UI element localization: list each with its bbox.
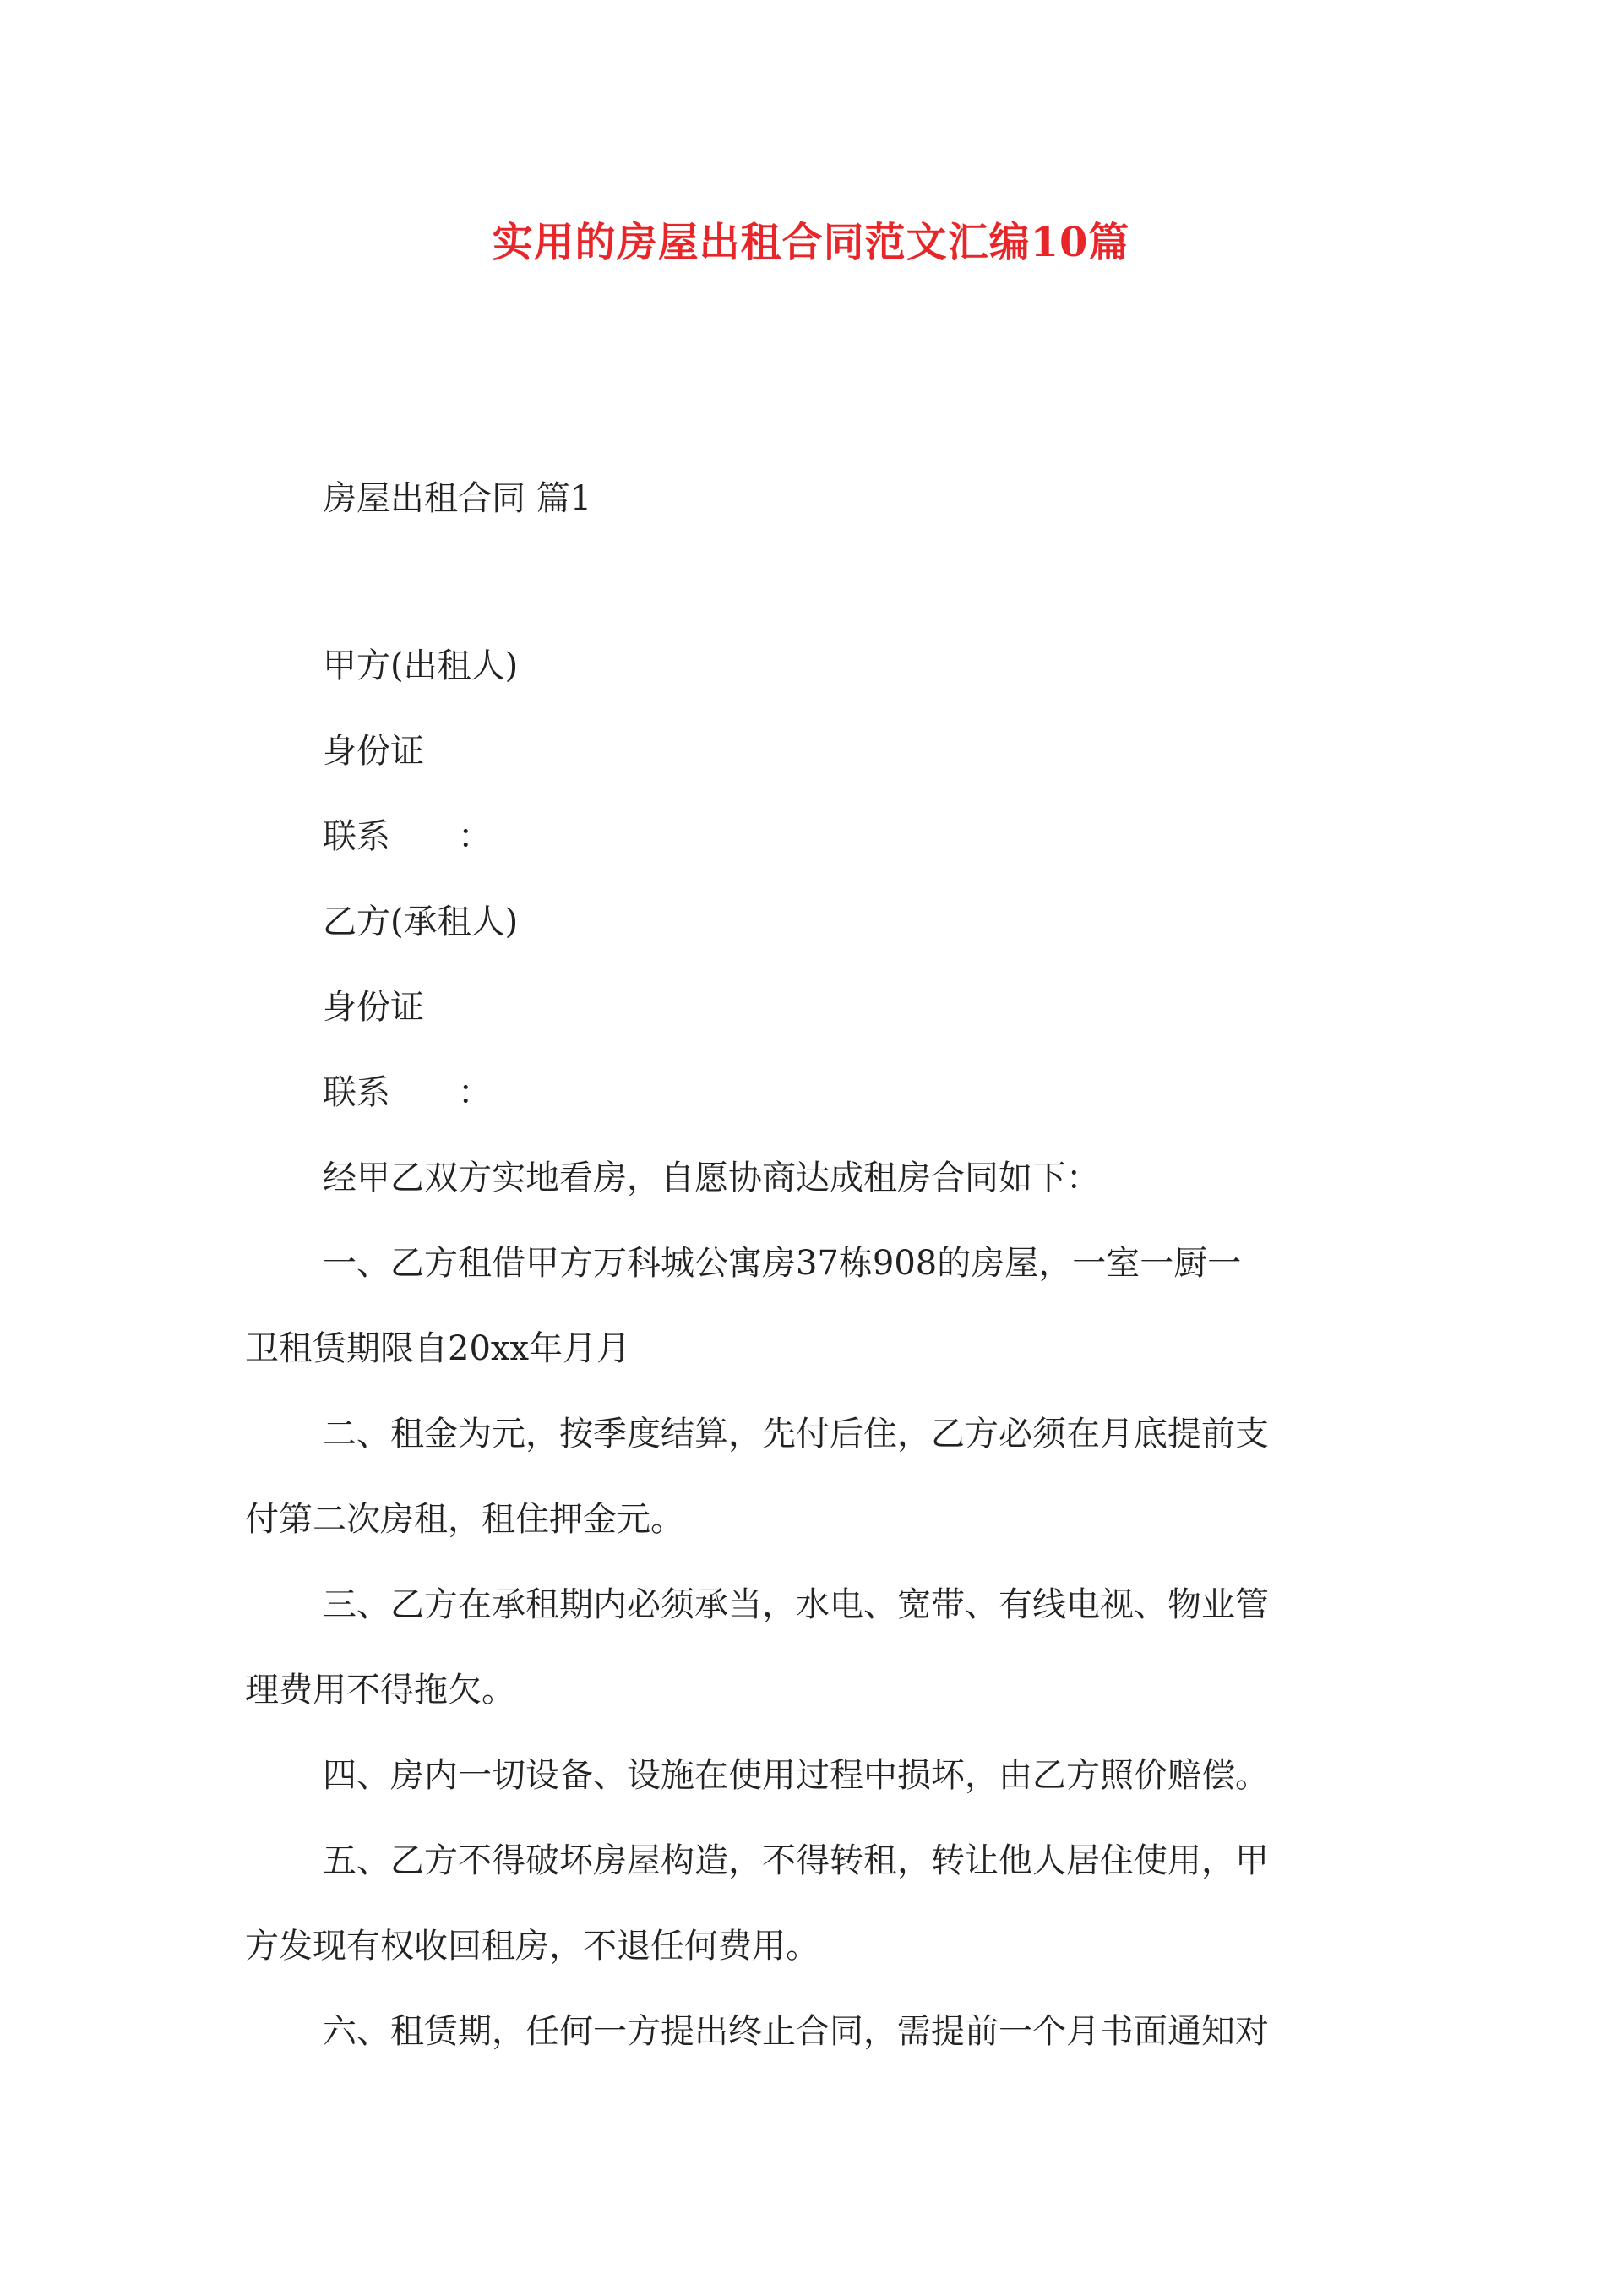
clause-5-line-1: 五、乙方不得破坏房屋构造，不得转租，转让他人居住使用，甲 — [323, 1841, 1269, 1880]
party-a-id-label: 身份证 — [323, 732, 424, 771]
document-title: 实用的房屋出租合同范文汇编10篇 — [492, 219, 1130, 266]
party-b-label: 乙方(承租人) — [323, 903, 519, 941]
section-heading: 房屋出租合同 篇1 — [323, 479, 592, 518]
clause-1-line-2: 卫租赁期限自20xx年月月 — [245, 1329, 631, 1368]
contract-body — [245, 1136, 1402, 2075]
party-a-contact-label: 联系 ： — [323, 817, 492, 856]
party-b-id-label: 身份证 — [323, 988, 424, 1027]
intro-paragraph: 经甲乙双方实地看房，自愿协商达成租房合同如下： — [323, 1159, 1100, 1197]
clause-2-line-1: 二、租金为元，按季度结算，先付后住，乙方必须在月底提前支 — [323, 1415, 1269, 1453]
clause-2-line-2: 付第二次房租，租住押金元。 — [245, 1500, 684, 1539]
party-a-label: 甲方(出租人) — [323, 646, 519, 685]
party-b-contact-label: 联系 ： — [323, 1073, 492, 1112]
clause-5-line-2: 方发现有权收回租房，不退任何费用。 — [245, 1927, 819, 1966]
clause-3-line-1: 三、乙方在承租期内必须承当，水电、宽带、有线电视、物业管 — [323, 1585, 1269, 1624]
clause-4-line-1: 四、房内一切设备、设施在使用过程中损坏，由乙方照价赔偿。 — [323, 1756, 1269, 1795]
clause-6-line-1: 六、租赁期，任何一方提出终止合同，需提前一个月书面通知对 — [323, 2012, 1269, 2051]
clause-3-line-2: 理费用不得拖欠。 — [245, 1671, 515, 1710]
parties-block — [245, 624, 1402, 1136]
clause-1-line-1: 一、乙方租借甲方万科城公寓房37栋908的房屋，一室一厨一 — [323, 1244, 1242, 1283]
